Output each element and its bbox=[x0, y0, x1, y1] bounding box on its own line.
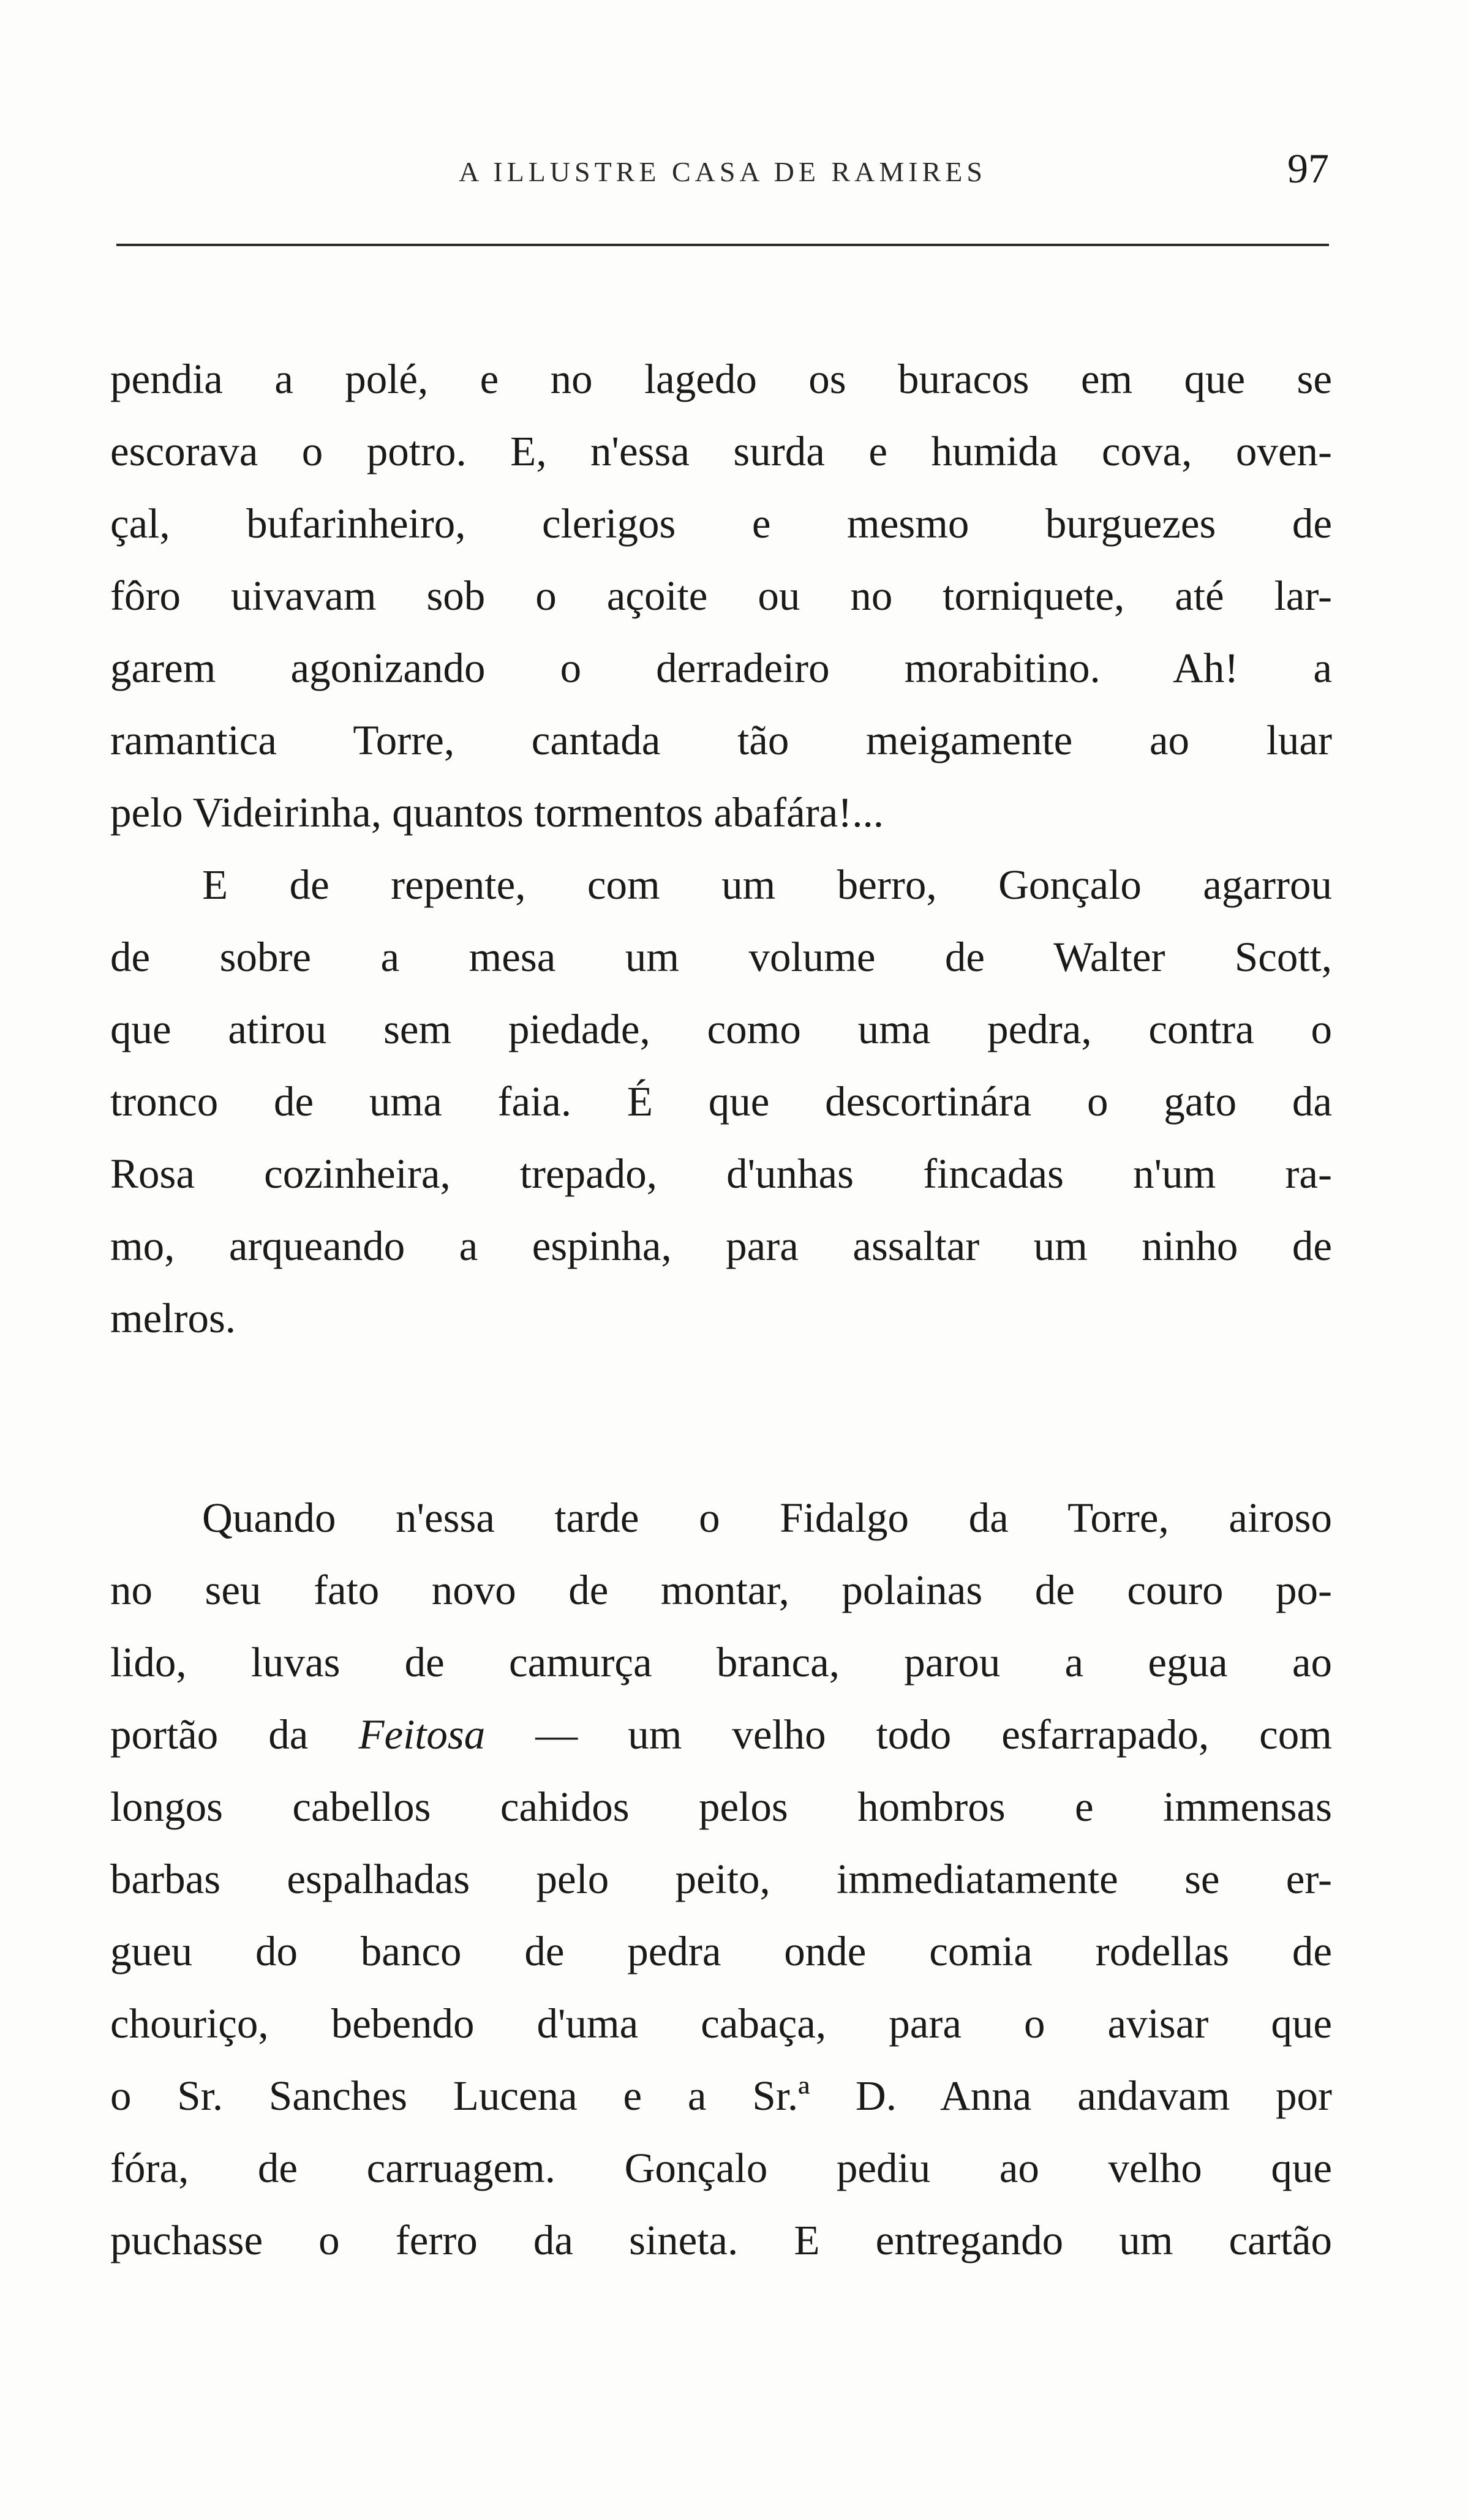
text-block-upper bbox=[110, 343, 1332, 1354]
text-line: gueu do banco de pedra onde comia rodellas de bbox=[110, 1928, 1332, 1974]
page-number: 97 bbox=[1287, 145, 1329, 192]
text-line: çal, bufarinheiro, clerigos e mesmo burguezes de bbox=[110, 500, 1332, 547]
paragraph-first-line: Quando n'essa tarde o Fidalgo da Torre, airoso bbox=[202, 1494, 1332, 1541]
text-line: lido, luvas de camurça branca, parou a egua ao bbox=[110, 1639, 1332, 1686]
text-line: chouriço, bebendo d'uma cabaça, para o avisar que bbox=[110, 2000, 1332, 2047]
text-line: fóra, de carruagem. Gonçalo pediu ao velho que bbox=[110, 2145, 1332, 2191]
running-header bbox=[116, 141, 1329, 208]
text-line: mo, arqueando a espinha, para assaltar um ninho de bbox=[110, 1223, 1332, 1269]
text-line: que atirou sem piedade, como uma pedra, contra o bbox=[110, 1006, 1332, 1052]
text-line: pendia a polé, e no lagedo os buracos em que se bbox=[110, 356, 1332, 402]
text-segment: portão da bbox=[110, 1711, 359, 1758]
text-line-with-italic bbox=[110, 1698, 1332, 1771]
text-line: de sobre a mesa um volume de Walter Scott, bbox=[110, 934, 1332, 980]
italic-place-name: Feitosa bbox=[358, 1711, 486, 1758]
text-line: escorava o potro. E, n'essa surda e humida cova, oven- bbox=[110, 428, 1332, 474]
text-segment: — um velho todo esfarrapado, com bbox=[485, 1711, 1332, 1758]
text-line: pelo Videirinha, quantos tormentos abafára!... bbox=[110, 789, 884, 836]
text-line: garem agonizando o derradeiro morabitino. Ah! a bbox=[110, 645, 1332, 691]
text-line: no seu fato novo de montar, polainas de couro po- bbox=[110, 1567, 1332, 1613]
text-line: melros. bbox=[110, 1295, 236, 1341]
text-line: longos cabellos cahidos pelos hombros e immensas bbox=[110, 1783, 1332, 1830]
header-rule bbox=[116, 244, 1329, 246]
text-line: tronco de uma faia. É que descortinára o gato da bbox=[110, 1078, 1332, 1125]
text-line: barbas espalhadas pelo peito, immediatamente se er- bbox=[110, 1856, 1332, 1902]
text-line: ramantica Torre, cantada tão meigamente ao luar bbox=[110, 717, 1332, 763]
text-block-lower bbox=[110, 1482, 1332, 2276]
text-line: Rosa cozinheira, trepado, d'unhas fincadas n'um ra- bbox=[110, 1150, 1332, 1197]
paragraph-first-line: E de repente, com um berro, Gonçalo agarrou bbox=[202, 861, 1332, 908]
text-line: puchasse o ferro da sineta. E entregando um cartão bbox=[110, 2217, 1332, 2263]
text-line: o Sr. Sanches Lucena e a Sr.ª D. Anna andavam por bbox=[110, 2072, 1332, 2119]
text-line: fôro uivavam sob o açoite ou no torniquete, até lar- bbox=[110, 572, 1332, 619]
running-title: A ILLUSTRE CASA DE RAMIRES bbox=[459, 156, 987, 187]
